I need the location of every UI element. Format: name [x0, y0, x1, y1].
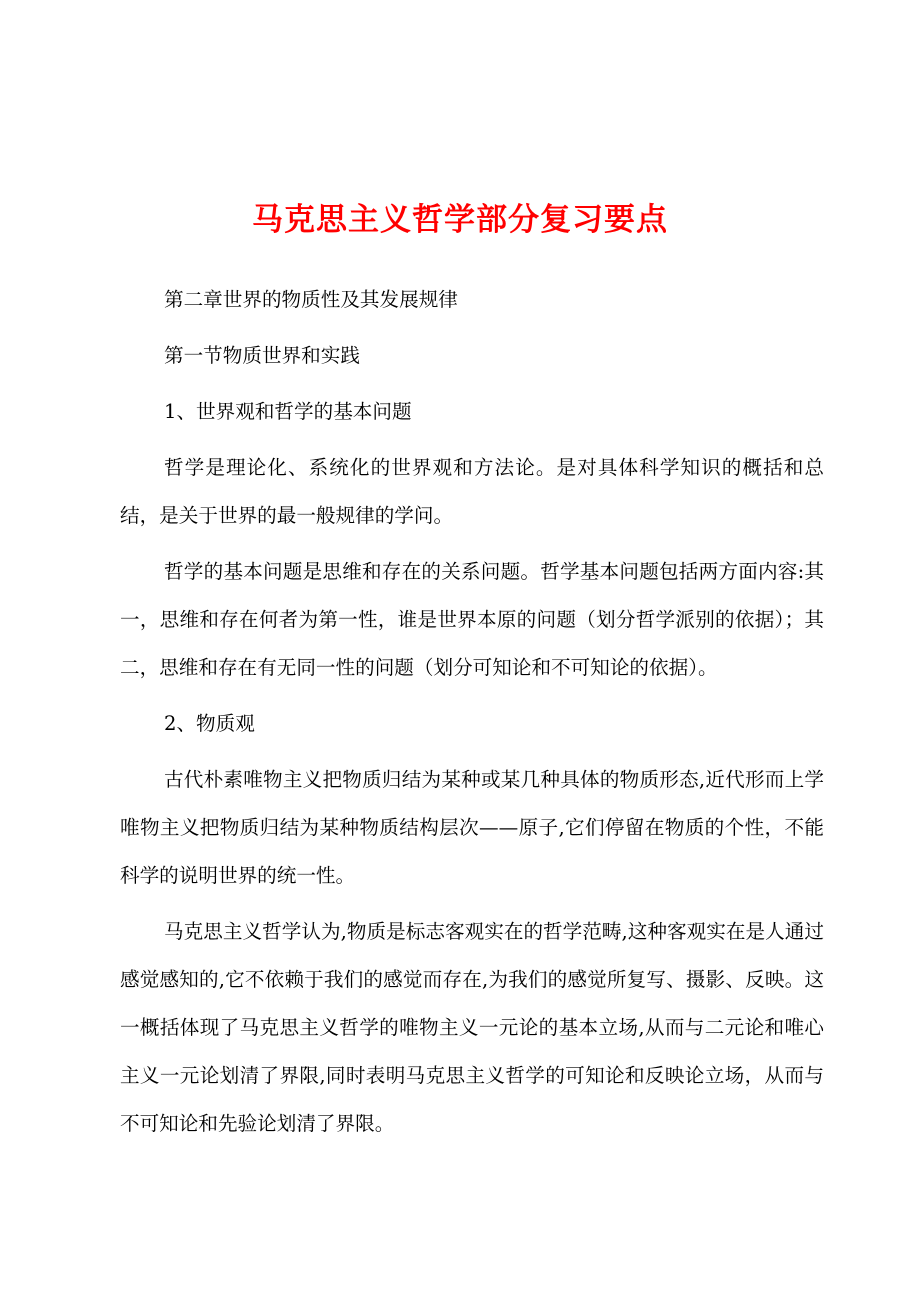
chapter-heading: 第二章世界的物质性及其发展规律 — [164, 288, 458, 311]
section-heading: 第一节物质世界和实践 — [164, 344, 360, 367]
document-title: 马克思主义哲学部分复习要点 — [252, 202, 668, 238]
document-body — [120, 276, 824, 1156]
paragraph: 马克思主义哲学认为,物质是标志客观实在的哲学范畴,这种客观实在是人通过感觉感知的,它不依赖于我们的感觉而存在,为我们的感觉所复写、摄影、反映。这一概括体现了马克思主义哲学的唯物主义一元论的基本立场,从而与二元论和唯心主义一元论划清了界限,同时表明马克思主义哲学的可知论和反映论立场，从而与不可知论和先验论划清了界限。 — [120, 920, 824, 1135]
paragraph: 古代朴素唯物主义把物质归结为某种或某几种具体的物质形态,近代形而上学唯物主义把物质归结为某种物质结构层次——原子,它们停留在物质的个性，不能科学的说明世界的统一性。 — [120, 768, 824, 887]
paragraph: 哲学的基本问题是思维和存在的关系问题。哲学基本问题包括两方面内容:其一，思维和存在何者为第一性，谁是世界本原的问题（划分哲学派别的依据）；其二，思维和存在有无同一性的问题（划分可知论和不可知论的依据）。 — [120, 560, 824, 679]
subsection-heading-1: 1、世界观和哲学的基本问题 — [164, 400, 412, 423]
paragraph: 哲学是理论化、系统化的世界观和方法论。是对具体科学知识的概括和总结，是关于世界的最一般规律的学问。 — [120, 456, 824, 527]
subsection-heading-2: 2、物质观 — [164, 712, 255, 735]
